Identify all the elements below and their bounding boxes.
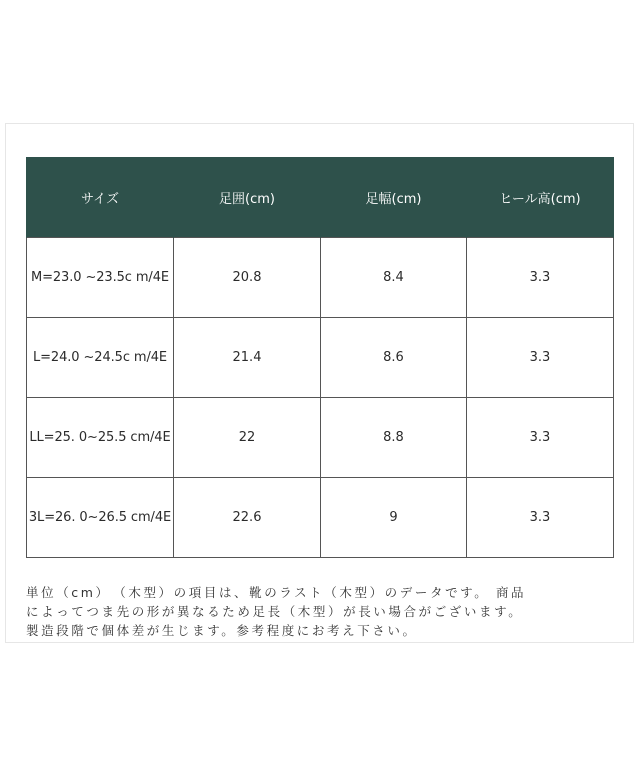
foot-width-cell: 8.4 xyxy=(321,238,467,318)
disclaimer-note xyxy=(26,583,626,640)
heel-height-cell: 3.3 xyxy=(467,318,614,398)
table-row xyxy=(27,238,614,318)
foot-girth-cell: 22 xyxy=(174,398,321,478)
heel-height-cell: 3.3 xyxy=(467,478,614,558)
note-line: によってつま先の形が異なるため足長（木型）が長い場合がございます。 xyxy=(26,604,524,619)
header-heel-height: ヒール高(cm) xyxy=(467,157,614,238)
heel-height-cell: 3.3 xyxy=(467,238,614,318)
size-cell: LL=25. 0~25.5 cm/4E xyxy=(27,398,174,478)
size-cell: L=24.0 ~24.5c m/4E xyxy=(27,318,174,398)
size-cell: 3L=26. 0~26.5 cm/4E xyxy=(27,478,174,558)
header-size: サイズ xyxy=(27,157,174,238)
foot-width-cell: 8.8 xyxy=(321,398,467,478)
note-line: 製造段階で個体差が生じます。参考程度にお考え下さい。 xyxy=(26,623,418,638)
foot-girth-cell: 21.4 xyxy=(174,318,321,398)
header-foot-girth: 足囲(cm) xyxy=(174,157,321,238)
table-header-row xyxy=(27,157,614,238)
size-cell: M=23.0 ~23.5c m/4E xyxy=(27,238,174,318)
foot-girth-cell: 22.6 xyxy=(174,478,321,558)
table-row xyxy=(27,398,614,478)
foot-width-cell: 9 xyxy=(321,478,467,558)
table-row xyxy=(27,478,614,558)
note-line: 単位（cm） （木型）の項目は、靴のラスト（木型）のデータです。 商品 xyxy=(26,585,527,600)
foot-girth-cell: 20.8 xyxy=(174,238,321,318)
table-row xyxy=(27,318,614,398)
heel-height-cell: 3.3 xyxy=(467,398,614,478)
foot-width-cell: 8.6 xyxy=(321,318,467,398)
size-chart-table xyxy=(26,157,614,558)
header-foot-width: 足幅(cm) xyxy=(321,157,467,238)
